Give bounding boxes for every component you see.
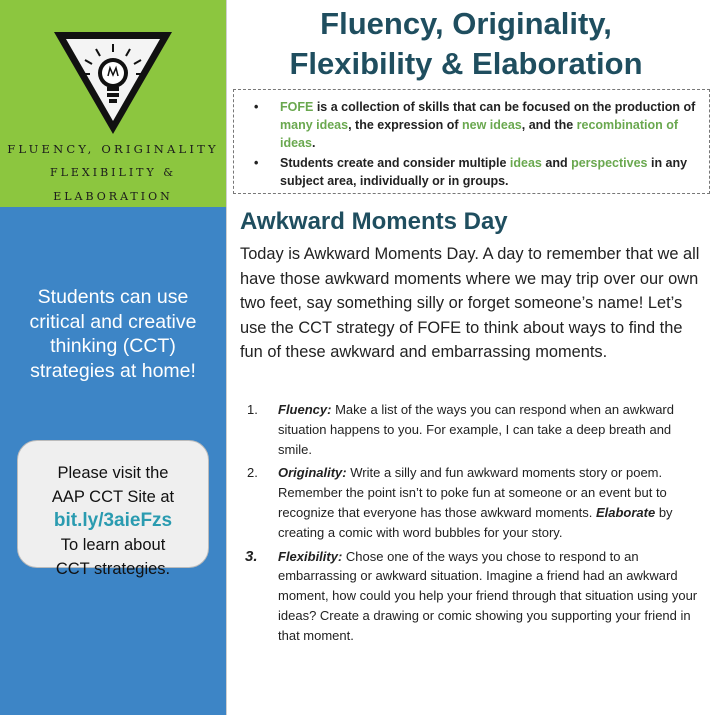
visit-box [17,440,209,578]
fofe-definition-box [233,89,710,194]
title-line2: Flexibility & Elaboration [289,46,643,81]
section-intro: Today is Awkward Moments Day. A day to remember that we all have those awkward moments where we may trip over our own two feet, say something silly or forget someone’s name! Let’s use the CCT strategy of FOFE to think about ways to find the fun of these awkward and embarrassing moments. [240,245,700,361]
steps-list [240,400,705,650]
step-text: by creating a comic with word bubbles for your story. [278,504,673,540]
logo-text-line2: FLEXIBILITY & [49,166,177,179]
step-number: 1. [247,402,258,417]
step-number: 3. [245,547,258,565]
title-line1: Fluency, Originality, [320,6,612,41]
step-text: Write a silly and fun awkward moments story or poem. Remember the point isn’t to poke fun at someone or an event but to recognize that everyone has those awkward moments. [278,465,667,520]
term-ideas: ideas [509,156,542,170]
step-number: 2. [247,465,258,481]
step-term: Fluency: [278,402,332,417]
term-new-ideas: new ideas [462,118,522,132]
step-term: Originality: [278,465,347,481]
visit-link[interactable]: bit.ly/3aieFzs [53,510,173,531]
page-title [236,4,696,84]
step-text: Make a list of the ways you can respond when an awkward situation happens to you. For example, I can take a deep breath and smile. [278,402,674,457]
logo-panel [0,0,226,207]
term-fofe: FOFE [280,100,314,114]
logo-text-line3: ELABORATION [53,190,173,203]
list-item [240,463,705,542]
text: Students create and consider multiple [280,156,510,170]
term-recombination: recombination of ideas [280,118,679,150]
text: and [541,156,572,170]
step-text: Chose one of the ways you chose to respond to an embarrassing or awkward situation. Imagine a friend had an awkward moment, how could you help your friend through that situation using your ideas? Create a drawing or comic showing you supporting your friend in that moment. [278,548,698,643]
term-many-ideas: many ideas [280,118,349,132]
fofe-bullet-2 [254,154,699,190]
text: in any subject area, individually or in groups. [280,156,688,188]
logo-text-line1: FLUENCY, ORIGINALITY [7,142,219,156]
step-term-elaborate: Elaborate [595,504,656,520]
column-divider [226,0,227,715]
list-item [240,400,705,459]
text: . [311,136,316,150]
visit-intro: Please visit the AAP CCT Site at [51,464,175,506]
section-heading: Awkward Moments Day [240,208,508,235]
lightbulb-logo-icon [52,30,174,136]
fofe-bullet-1 [254,98,699,152]
text: , the expression of [348,118,463,132]
sidebar-message: Students can use critical and creative thinking (CCT) strategies at home! [29,286,197,382]
text: , and the [521,118,577,132]
text: is a collection of skills that can be focused on the production of [313,100,696,114]
term-perspectives: perspectives [571,156,648,170]
list-item [240,547,705,646]
step-term: Flexibility: [278,548,343,564]
visit-outro: To learn about CCT strategies. [55,536,171,578]
